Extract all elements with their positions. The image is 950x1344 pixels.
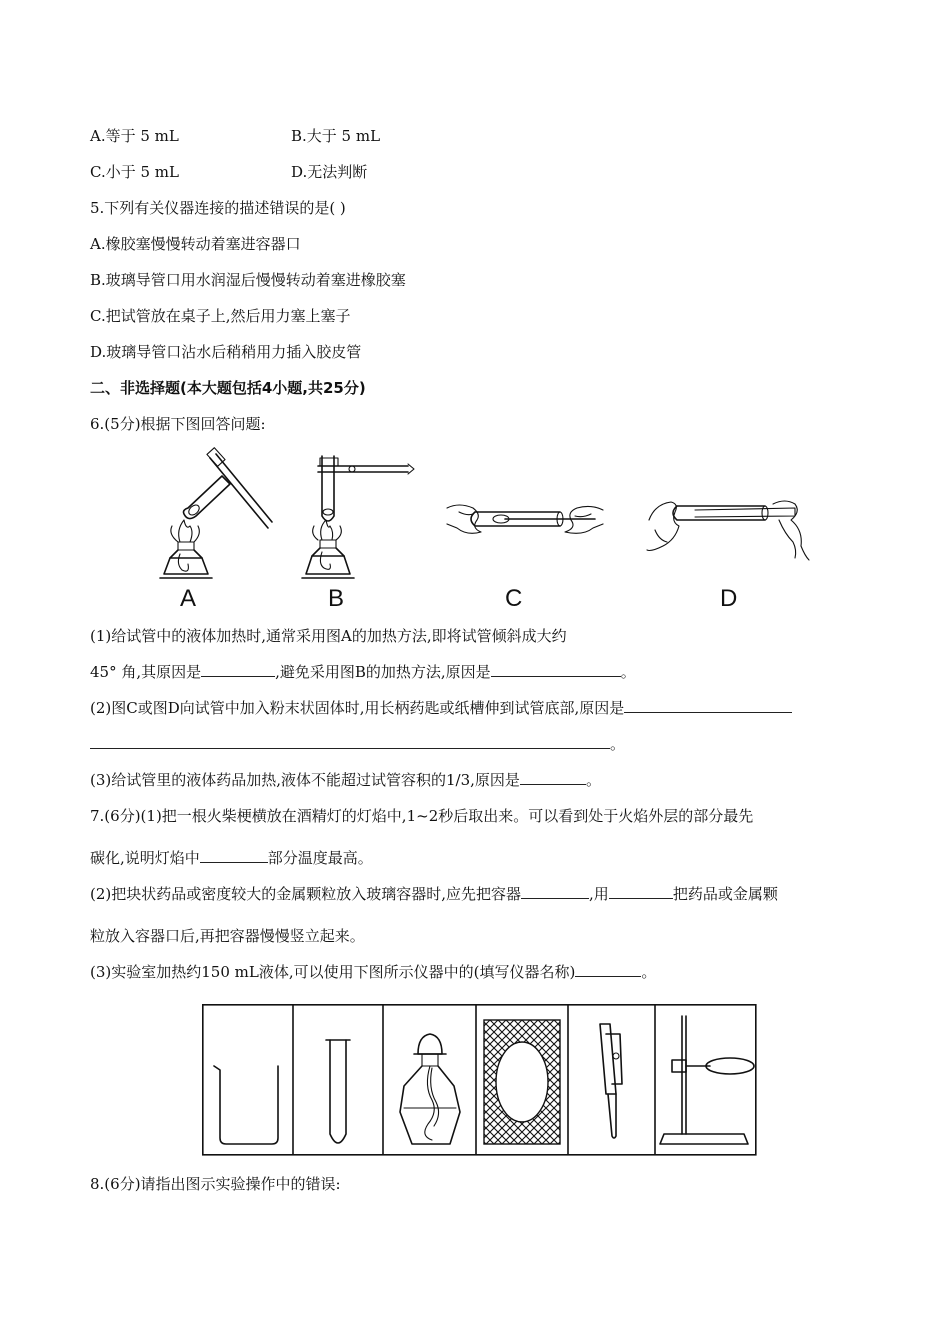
q6-part3-end: 。 — [585, 771, 601, 789]
q6-part1-text-a: 45° 角,其原因是 — [90, 663, 202, 681]
q6-part2-line1 — [90, 698, 792, 718]
q8-stem: 8.(6分)请指出图示实验操作中的错误: — [90, 1175, 341, 1193]
q4-option-c: C.小于 5 mL — [90, 163, 179, 181]
q5-stem: 5.下列有关仪器连接的描述错误的是( ) — [90, 199, 346, 217]
q7-part1-line1: 7.(6分)(1)把一根火柴梗横放在酒精灯的灯焰中,1~2秒后取出来。可以看到处于火焰外层的部分最先 — [90, 807, 754, 825]
answer-blank[interactable] — [201, 662, 275, 677]
figure-label-a: A — [180, 585, 197, 612]
q6-part1-line1: (1)给试管中的液体加热时,通常采用图A的加热方法,即将试管倾斜成大约 — [90, 627, 567, 645]
q6-part1-line2 — [90, 662, 636, 682]
answer-blank[interactable] — [520, 770, 586, 785]
q6-part3-text: (3)给试管里的液体药品加热,液体不能超过试管容积的1/3,原因是 — [90, 771, 520, 789]
figure-b-upright-heating — [300, 448, 420, 586]
q6-stem: 6.(5分)根据下图回答问题: — [90, 415, 266, 433]
answer-blank[interactable] — [609, 884, 673, 899]
q4-option-a: A.等于 5 mL — [90, 127, 179, 145]
answer-blank[interactable] — [575, 962, 641, 977]
q7-part3 — [90, 962, 656, 982]
figure-c-spoon-into-tube — [445, 490, 605, 550]
q7-part1-line2 — [90, 848, 373, 868]
q6-part2-end: 。 — [610, 735, 626, 753]
q7-part2-text-a: (2)把块状药品或密度较大的金属颗粒放入玻璃容器时,应先把容器 — [90, 885, 522, 903]
wire-gauze-icon — [484, 1020, 560, 1144]
q7-part2-line1 — [90, 884, 778, 904]
q5-option-b: B.玻璃导管口用水润湿后慢慢转动着塞进橡胶塞 — [90, 271, 406, 289]
figure-d-paper-trough-into-tube — [645, 490, 810, 562]
q7-part3-text: (3)实验室加热约150 mL液体,可以使用下图所示仪器中的(填写仪器名称) — [90, 963, 576, 981]
answer-blank[interactable] — [491, 662, 621, 677]
figure-label-b: B — [328, 585, 345, 612]
q7-part2-text-c: 把药品或金属颗 — [672, 885, 778, 903]
answer-blank[interactable] — [521, 884, 589, 899]
figure-label-d: D — [720, 585, 738, 612]
q6-part1-end: 。 — [620, 663, 636, 681]
figure-a-tilted-heating — [150, 450, 280, 585]
test-tube-icon — [326, 1040, 350, 1143]
section-heading: 二、非选择题(本大题包括4小题,共25分) — [90, 379, 366, 397]
beaker-icon — [214, 1066, 278, 1144]
test-tube-clamp-icon — [600, 1024, 622, 1138]
q6-part1-text-b: ,避免采用图B的加热方法,原因是 — [275, 663, 491, 681]
answer-blank[interactable] — [90, 734, 610, 749]
q7-part2-line2: 粒放入容器口后,再把容器慢慢竖立起来。 — [90, 927, 365, 945]
q6-part2-text: (2)图C或图D向试管中加入粉末状固体时,用长柄药匙或纸槽伸到试管底部,原因是 — [90, 699, 625, 717]
alcohol-lamp-icon — [400, 1034, 460, 1144]
q6-part3 — [90, 770, 601, 790]
q6-part2-line2 — [90, 734, 625, 754]
iron-stand-icon — [660, 1016, 754, 1144]
figure-label-c: C — [505, 585, 523, 612]
q5-option-c: C.把试管放在桌子上,然后用力塞上塞子 — [90, 307, 351, 325]
q5-option-d: D.玻璃导管口沾水后稍稍用力插入胶皮管 — [90, 343, 362, 361]
q7-part1-text-b: 部分温度最高。 — [267, 849, 373, 867]
q7-part2-text-b: ,用 — [589, 885, 609, 903]
q7-part3-end: 。 — [641, 963, 657, 981]
q5-option-a: A.橡胶塞慢慢转动着塞进容器口 — [90, 235, 301, 253]
answer-blank[interactable] — [200, 848, 268, 863]
apparatus-figure — [202, 1004, 757, 1156]
answer-blank[interactable] — [624, 698, 792, 713]
q7-part1-text-a: 碳化,说明灯焰中 — [90, 849, 200, 867]
q4-option-d: D.无法判断 — [291, 163, 368, 181]
q4-option-b: B.大于 5 mL — [291, 127, 381, 145]
